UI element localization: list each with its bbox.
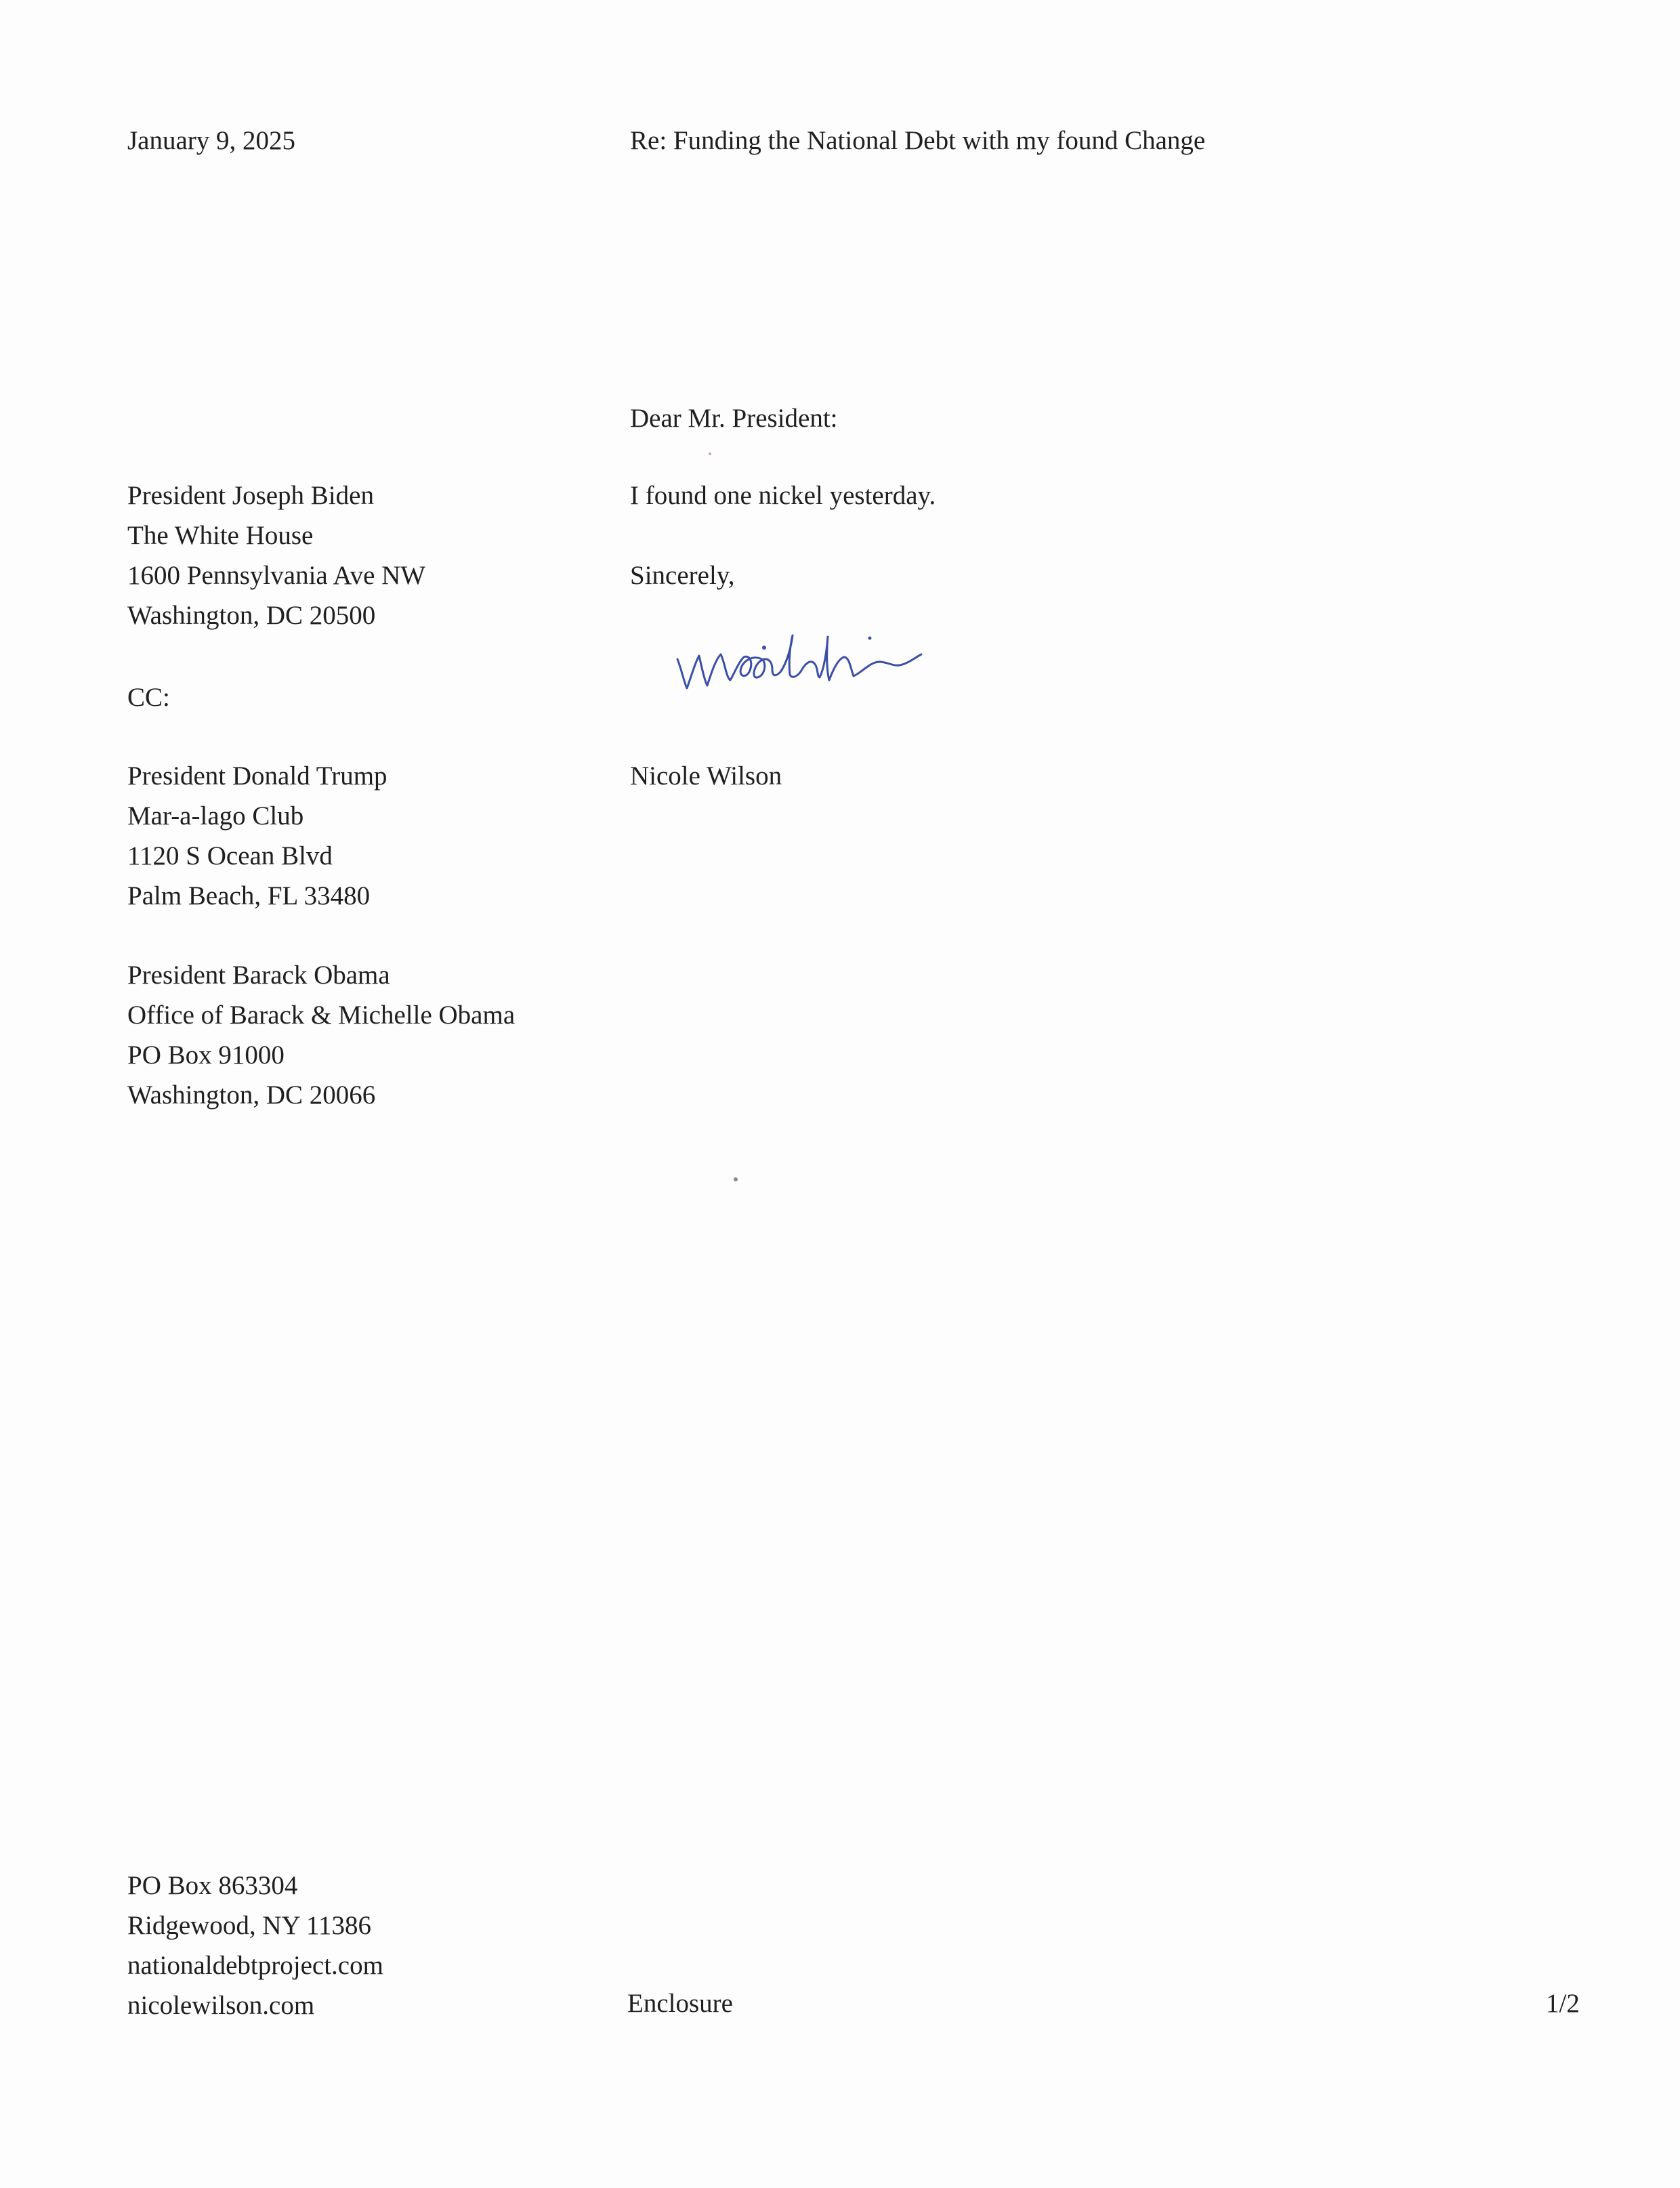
cc-recipient-city: Washington, DC 20066: [127, 1080, 376, 1110]
sender-website-2: nicolewilson.com: [127, 1991, 315, 2020]
recipient-address: [127, 476, 425, 635]
salutation: Dear Mr. President:: [630, 404, 838, 433]
handwritten-signature: [664, 615, 1003, 703]
cc-recipient-organization: Office of Barack & Michelle Obama: [127, 1001, 516, 1030]
recipient-organization: The White House: [127, 521, 314, 550]
cc-recipient-name: President Donald Trump: [127, 761, 387, 791]
paper-speck: [709, 453, 711, 455]
sender-po-box: PO Box 863304: [127, 1871, 298, 1900]
letter-subject: Re: Funding the National Debt with my found Change: [630, 126, 1206, 155]
sender-website-1: nationaldebtproject.com: [127, 1951, 383, 1980]
letter-date: January 9, 2025: [127, 126, 296, 155]
signer-name: Nicole Wilson: [630, 761, 782, 791]
letter-body: I found one nickel yesterday.: [630, 481, 936, 510]
sender-address: [127, 1866, 383, 2025]
paper-speck: [734, 1177, 738, 1181]
cc-recipient-street: PO Box 91000: [127, 1040, 285, 1070]
cc-recipient-name: President Barack Obama: [127, 961, 390, 990]
cc-recipient-address: [127, 955, 515, 1115]
enclosure-note: Enclosure: [627, 1989, 733, 2018]
sender-city: Ridgewood, NY 11386: [127, 1911, 372, 1940]
page-number: 1/2: [1546, 1989, 1580, 2018]
letter-closing: Sincerely,: [630, 561, 735, 590]
cc-recipient-street: 1120 S Ocean Blvd: [127, 841, 333, 870]
cc-recipient-city: Palm Beach, FL 33480: [127, 881, 371, 910]
cc-recipient-address: [127, 756, 387, 916]
recipient-city: Washington, DC 20500: [127, 601, 376, 630]
recipient-street: 1600 Pennsylvania Ave NW: [127, 561, 426, 590]
recipient-name: President Joseph Biden: [127, 481, 374, 510]
cc-label: CC:: [127, 683, 170, 712]
cc-recipient-organization: Mar-a-lago Club: [127, 801, 304, 830]
